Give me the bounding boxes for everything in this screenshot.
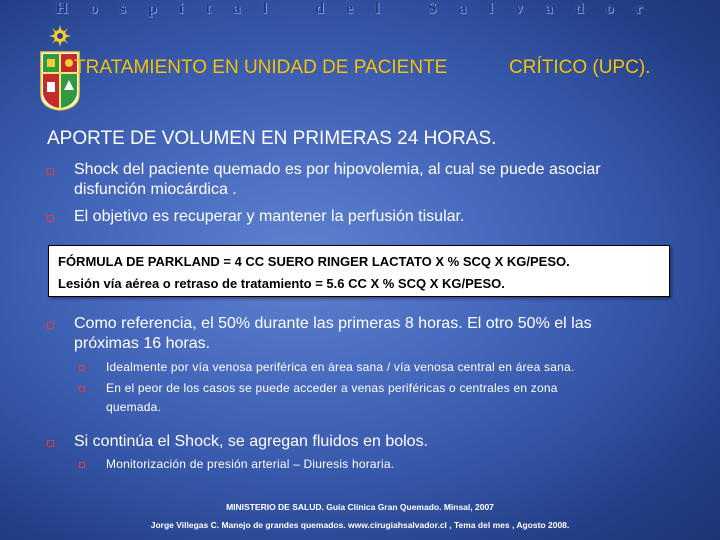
section-heading: APORTE DE VOLUMEN EN PRIMERAS 24 HORAS. bbox=[47, 128, 497, 149]
bullet-text: El objetivo es recuperar y mantener la perfusión tisular. bbox=[74, 208, 465, 225]
square-bullet-icon bbox=[79, 365, 85, 371]
footer-reference-1: MINISTERIO DE SALUD. Guía Clínica Gran Quemado. Minsal, 2007 bbox=[226, 502, 494, 512]
formula-parkland: FÓRMULA DE PARKLAND = 4 CC SUERO RINGER LACTATO X % SCQ X KG/PESO. bbox=[58, 254, 570, 269]
formula-airway: Lesión vía aérea o retraso de tratamiento = 5.6 CC X % SCQ X KG/PESO. bbox=[58, 276, 505, 291]
bullet-item bbox=[47, 432, 687, 452]
square-bullet-icon bbox=[47, 168, 54, 175]
bullet-item bbox=[47, 314, 687, 354]
square-bullet-icon bbox=[47, 322, 54, 329]
sub-bullet-text: En el peor de los casos se puede acceder a venas periféricas o centrales en zona bbox=[106, 381, 558, 395]
sub-bullet-text: quemada. bbox=[106, 400, 161, 414]
bullet-text: Shock del paciente quemado es por hipovolemia, al cual se puede asociar bbox=[74, 161, 601, 178]
footer-reference-2: Jorge Villegas C. Manejo de grandes quemados. www.cirugiahsalvador.cl , Tema del mes , Agosto 2008. bbox=[150, 520, 570, 530]
formula-box bbox=[48, 245, 670, 297]
square-bullet-icon bbox=[47, 440, 54, 447]
bullet-item bbox=[47, 160, 687, 200]
square-bullet-icon bbox=[79, 386, 85, 392]
square-bullet-icon bbox=[79, 462, 85, 468]
bullet-text: Como referencia, el 50% durante las primeras 8 horas. El otro 50% el las bbox=[74, 315, 592, 332]
slide-title-right: CRÍTICO (UPC). bbox=[509, 57, 651, 78]
bullet-item bbox=[47, 207, 687, 227]
sub-bullet-text: Idealmente por vía venosa periférica en área sana / vía venosa central en área sana. bbox=[106, 360, 575, 374]
sub-bullet-text: Monitorización de presión arterial – Diuresis horaria. bbox=[106, 457, 395, 471]
slide-title-left: TRATAMIENTO EN UNIDAD DE PACIENTE bbox=[74, 57, 448, 78]
sub-bullet-item bbox=[79, 379, 699, 417]
bullet-text: disfunción miocárdica . bbox=[74, 181, 237, 198]
square-bullet-icon bbox=[47, 215, 54, 222]
hospital-name: Hospital del Salvador bbox=[55, 0, 665, 17]
bullet-text: Si continúa el Shock, se agregan fluidos en bolos. bbox=[74, 433, 429, 450]
bullet-text: próximas 16 horas. bbox=[74, 335, 211, 352]
sub-bullet-item bbox=[79, 455, 699, 474]
sub-bullet-item bbox=[79, 358, 699, 377]
